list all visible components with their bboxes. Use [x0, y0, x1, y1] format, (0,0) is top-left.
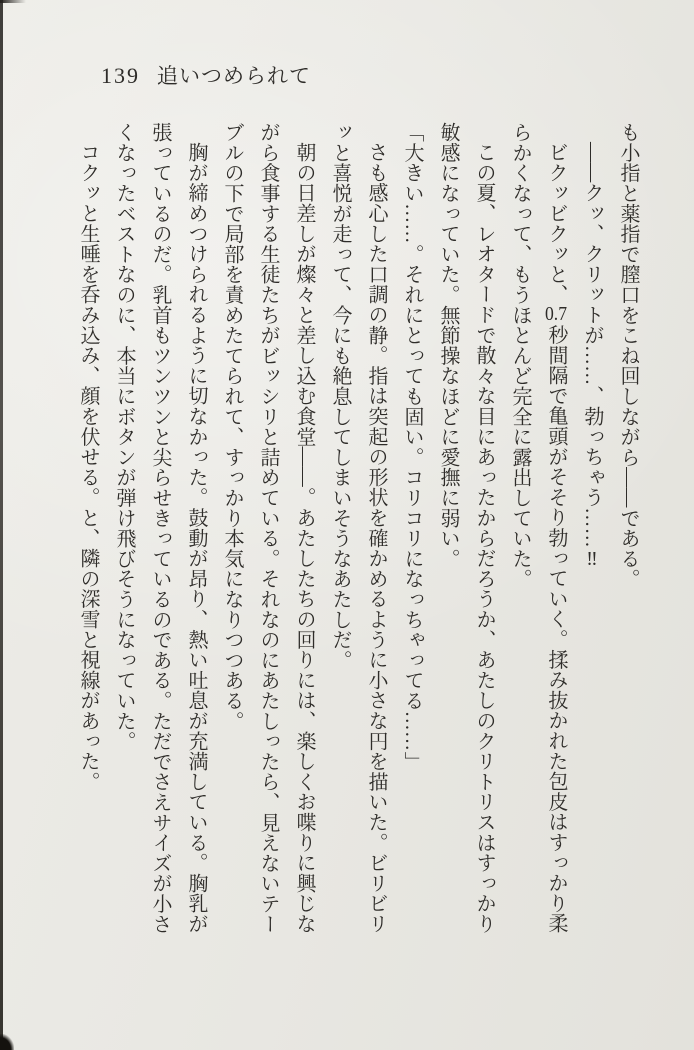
tate-chu-yoko-number: 0.7 — [545, 304, 567, 325]
text-line: 張っているのだ。乳首もツンツンと尖らせきっているのである。ただでさえサイズが小さ — [149, 122, 171, 934]
text-line: 胸が締めつけられるように切なかった。鼓動が昂り、熱い吐息が充満している。胸乳が — [185, 142, 207, 934]
text-line: さも感心した口調の静。指は突起の形状を確かめるように小さな円を描いた。ビリビリ — [365, 142, 387, 934]
text-line: らかくなって、もうほとんど完全に露出していた。 — [509, 122, 531, 589]
text-line: ブルの下で局部を責めたてられて、すっかり本気になりつつある。 — [221, 122, 243, 731]
text-line: がら食事する生徒たちがビッシリと詰めている。それなのにあたしったら、見えないテー — [257, 122, 279, 934]
running-title: 追いつめられて — [157, 64, 311, 88]
text-segment: ビクッビクッと、 — [545, 142, 567, 305]
text-line: 朝の日差しが燦々と差し込む食堂――。あたしたちの回りには、楽しくお喋りに興じな — [293, 142, 315, 934]
text-line: 敏感になっていた。無節操なほどに愛撫に弱い。 — [437, 122, 459, 569]
text-line: も小指と薬指で膣口をこね回しながら――である。 — [617, 122, 639, 589]
page-number: 139 — [101, 63, 140, 88]
text-line: この夏、レオタードで散々な目にあったからだろうか、あたしのクリトリスはすっかり — [473, 142, 495, 934]
text-line — [538, 122, 574, 934]
text-segment: 秒間隔で亀頭がそそり勃っていく。揉み抜かれた包皮はすっかり柔 — [545, 324, 567, 934]
text-line: 「大きい……。それにとっても固い。コリコリになっちゃってる……」 — [401, 122, 423, 772]
scan-edge-artifact — [0, 0, 3, 1050]
text-line: コクッと生唾を呑み込み、顔を伏せる。と、隣の深雪と視線があった。 — [77, 142, 99, 792]
body-text — [70, 122, 646, 934]
text-line: ッと喜悦が走って、今にも絶息してしまいそうなあたしだ。 — [329, 122, 351, 671]
scan-top-artifact — [0, 0, 26, 3]
text-line: ――クッ、クリットが……、勃っちゃう……‼ — [581, 142, 603, 571]
text-line: くなったベストなのに、本当にボタンが弾け飛びそうになっていた。 — [113, 122, 135, 752]
scan-corner-artifact — [0, 1034, 14, 1050]
page-header — [101, 60, 311, 90]
